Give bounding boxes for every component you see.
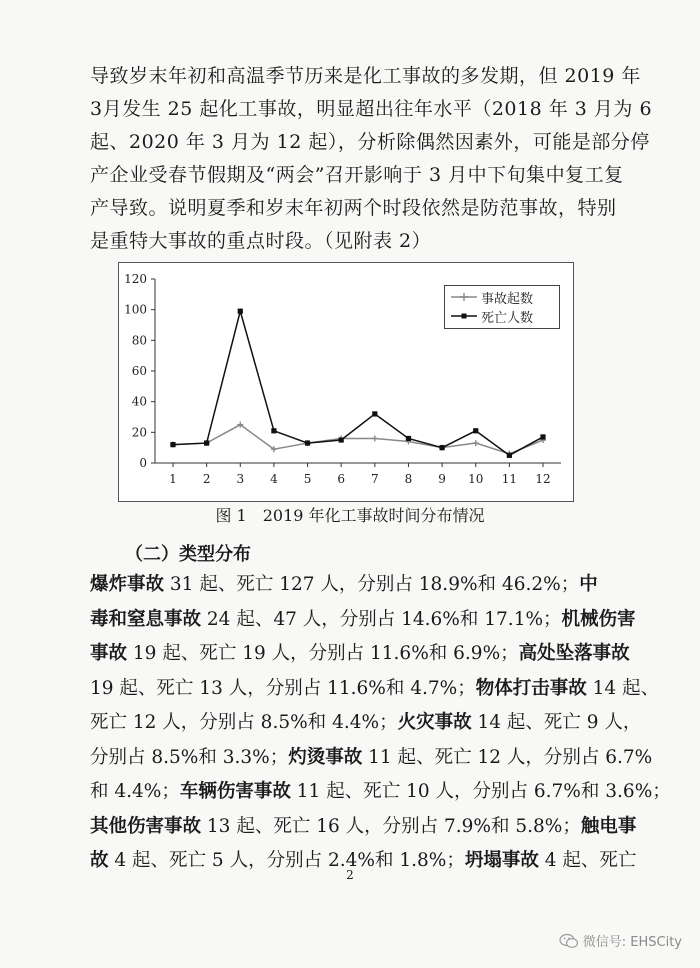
accident-type-term: 车辆伤害事故 [179, 781, 291, 802]
x-tick-label: 6 [337, 472, 346, 486]
y-tick-label: 120 [124, 272, 147, 286]
data-point-deaths [372, 411, 377, 416]
wechat-icon [559, 933, 579, 949]
data-point-deaths [170, 442, 175, 447]
series-line-1 [173, 311, 543, 455]
accident-type-term: 物体打击事故 [475, 677, 587, 699]
data-point-deaths [305, 440, 310, 445]
legend-item-accidents [445, 288, 559, 306]
watermark-text: 微信号: EHSCity [582, 935, 682, 950]
accident-type-term: 灼烫事故 [288, 746, 363, 768]
x-tick-label: 9 [438, 472, 446, 486]
accident-type-stats: 31 起、死亡 127 人，分别占 18.9%和 46.2%； [164, 574, 580, 595]
data-point-deaths [339, 437, 344, 442]
data-point-deaths [439, 445, 444, 450]
type-line [90, 810, 637, 845]
accident-type-stats: 14 起、 [586, 677, 660, 699]
data-point-deaths [238, 309, 243, 314]
data-point-deaths [204, 440, 209, 445]
accident-type-term: 火灾事故 [397, 712, 472, 733]
page-number: 2 [346, 868, 354, 882]
accident-type-term: 机械伤害 [561, 608, 636, 630]
y-tick-label: 60 [131, 364, 147, 378]
accident-type-stats: 19 起、死亡 19 人，分别占 11.6%和 6.9%； [127, 643, 519, 664]
x-tick-label: 7 [370, 472, 379, 486]
data-point-deaths [507, 453, 512, 458]
y-tick-label: 80 [131, 333, 147, 348]
legend-label: 事故起数 [481, 292, 534, 307]
legend-label: 死亡人数 [481, 311, 534, 326]
x-tick-label: 10 [468, 472, 484, 486]
accident-type-term: 触电事 [580, 815, 637, 837]
x-tick-label: 1 [169, 472, 177, 486]
figure-caption: 图 1 2019 年化工事故时间分布情况 [215, 506, 485, 525]
accident-type-term: 其他伤害事故 [90, 815, 202, 837]
accident-type-stats: 11 起、死亡 10 人，分别占 6.7%和 3.6%； [290, 781, 671, 802]
accident-type-stats: 分别占 8.5%和 3.3%； [90, 746, 289, 768]
accident-type-term: 坍塌事故 [464, 850, 539, 871]
accident-type-stats: 和 4.4%； [90, 781, 180, 802]
data-point-deaths [271, 428, 276, 433]
type-line [90, 568, 610, 603]
accident-type-stats: 11 起、死亡 12 人，分别占 6.7% [362, 746, 653, 768]
y-tick-label: 20 [131, 425, 147, 440]
type-line [90, 603, 636, 638]
section-heading: （二）类型分布 [125, 544, 251, 565]
accident-type-stats: 19 起、死亡 13 人，分别占 11.6%和 4.7%； [90, 677, 476, 699]
intro-line: 产导致。说明夏季和岁末年初两个时段依然是防范事故，特别 [90, 197, 617, 219]
type-line [90, 637, 630, 672]
data-point-accidents [372, 435, 378, 441]
data-point-accidents [473, 440, 479, 446]
intro-paragraph [90, 60, 653, 258]
x-tick-label: 4 [270, 472, 278, 486]
accident-type-stats: 13 起、死亡 16 人，分别占 7.9%和 5.8%； [201, 815, 581, 837]
chart-legend [444, 285, 560, 329]
accident-type-term: 爆炸事故 [90, 574, 165, 595]
intro-line: 起、2020 年 3 月为 12 起），分析除偶然因素外，可能是部分停 [90, 131, 650, 153]
accident-type-term: 中 [579, 574, 598, 595]
accident-type-term: 高处坠落事故 [518, 643, 630, 664]
accident-type-term: 故 [90, 850, 109, 871]
x-tick-label: 11 [501, 472, 518, 486]
intro-line: 是重特大事故的重点时段。（见附表 2） [90, 230, 432, 252]
x-tick-label: 3 [236, 472, 245, 486]
intro-line: 产企业受春节假期及“两会”召开影响于 3 月中下旬集中复工复 [90, 164, 624, 186]
type-line [90, 775, 671, 810]
watermark [559, 931, 682, 950]
accident-type-stats: 4 起、死亡 5 人，分别占 2.4%和 1.8%； [108, 850, 465, 871]
accident-type-term: 毒和窒息事故 [90, 608, 202, 630]
data-point-deaths [540, 434, 545, 439]
data-point-deaths [406, 436, 411, 441]
intro-line: 导致岁末年初和高温季节历来是化工事故的多发期，但 2019 年 [90, 65, 641, 87]
accident-type-term: 事故 [90, 643, 128, 664]
type-line [90, 706, 642, 741]
type-line [90, 672, 660, 707]
accident-type-stats: 4 起、死亡 [538, 850, 637, 871]
intro-line: 3月发生 25 起化工事故，明显超出往年水平（2018 年 3 月为 6 [90, 98, 653, 120]
legend-item-deaths [445, 307, 559, 325]
y-tick-label: 0 [139, 456, 147, 470]
type-distribution-paragraph [90, 568, 671, 879]
x-tick-label: 2 [202, 472, 211, 486]
x-tick-label: 8 [404, 472, 413, 486]
accident-type-stats: 死亡 12 人，分别占 8.5%和 4.4%； [90, 712, 398, 733]
accident-type-stats: 14 起、死亡 9 人， [471, 712, 642, 733]
data-point-deaths [473, 428, 478, 433]
accident-type-stats: 24 起、47 人，分别占 14.6%和 17.1%； [201, 608, 562, 630]
type-line [90, 741, 653, 776]
y-tick-label: 40 [131, 394, 147, 409]
x-tick-label: 12 [535, 472, 551, 486]
y-tick-label: 100 [124, 302, 147, 317]
x-tick-label: 5 [303, 472, 312, 486]
